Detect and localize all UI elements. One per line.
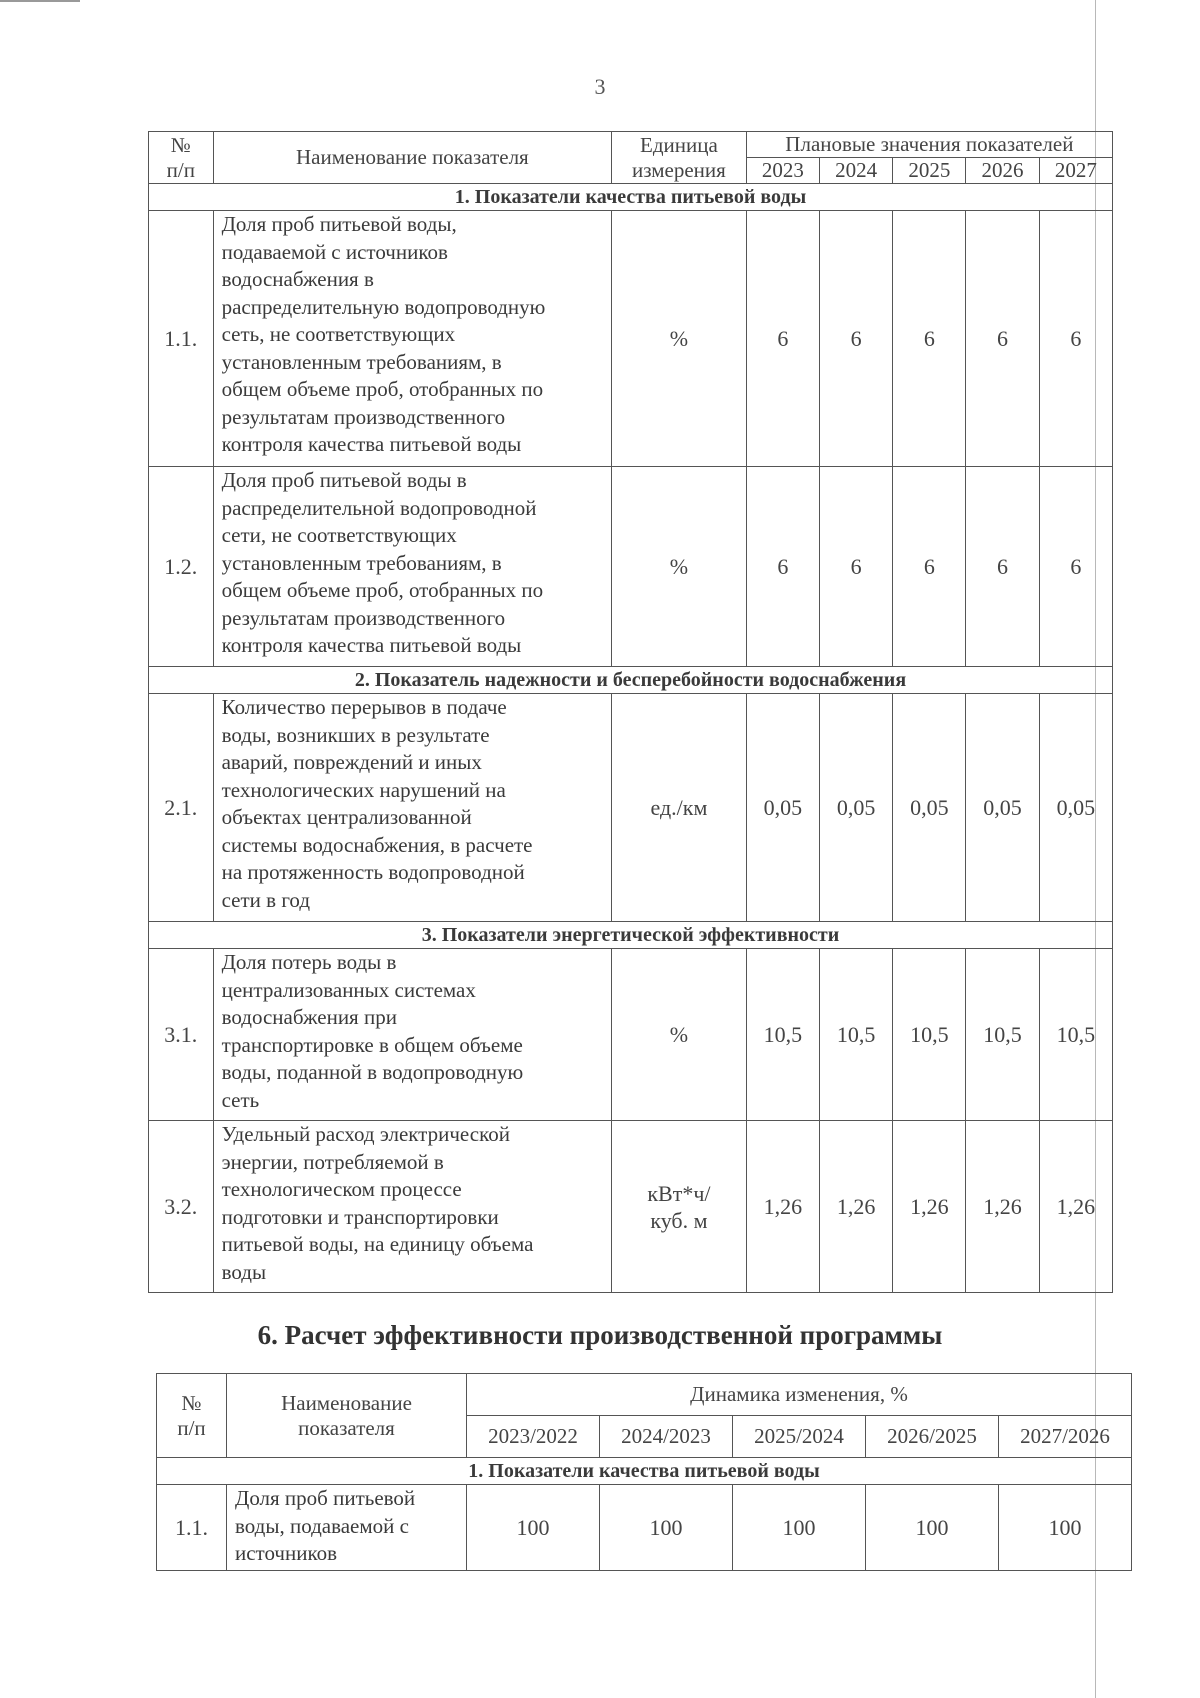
row-num: 3.1. bbox=[149, 949, 214, 1121]
row-num: 1.2. bbox=[149, 467, 214, 667]
row-unit: ед./км bbox=[612, 694, 747, 922]
row-value: 10,5 bbox=[819, 949, 892, 1121]
row-name: Количество перерывов в подаче воды, возникших в результате аварий, повреждений и иных технологических нарушений на объектах централизованной системы водоснабжения, в расчете на протяженность водопроводной сети в год bbox=[213, 694, 612, 922]
header-dynamics: Динамика изменения, % bbox=[467, 1374, 1132, 1416]
header-period: 2025/2024 bbox=[733, 1416, 866, 1458]
row-unit: кВт*ч/ куб. м bbox=[612, 1121, 747, 1293]
row-num: 1.1. bbox=[157, 1485, 227, 1571]
row-value: 100 bbox=[866, 1485, 999, 1571]
row-value: 100 bbox=[733, 1485, 866, 1571]
row-value: 0,05 bbox=[746, 694, 819, 922]
row-unit: % bbox=[612, 211, 747, 467]
header-year: 2025 bbox=[893, 158, 966, 184]
page-number: 3 bbox=[594, 74, 606, 99]
header-unit: Единица измерения bbox=[612, 132, 747, 184]
row-name: Удельный расход электрической энергии, потребляемой в технологическом процессе подготовки и транспортировки питьевой воды, на единицу объема воды bbox=[213, 1121, 612, 1293]
row-name: Доля проб питьевой воды в распределительной водопроводной сети, не соответствующих установленным требованиям, в общем объеме проб, отобранных по результатам производственного контроля качества питьевой воды bbox=[213, 467, 612, 667]
header-period: 2026/2025 bbox=[866, 1416, 999, 1458]
row-name: Доля потерь воды в централизованных системах водоснабжения при транспортировке в общем объеме воды, поданной в водопроводную сеть bbox=[213, 949, 612, 1121]
row-value: 6 bbox=[746, 211, 819, 467]
header-period: 2027/2026 bbox=[999, 1416, 1132, 1458]
plan-indicators-table bbox=[148, 131, 1113, 1293]
row-value: 1,26 bbox=[746, 1121, 819, 1293]
section-title: 1. Показатели качества питьевой воды bbox=[157, 1458, 1132, 1485]
section-heading-6: 6. Расчет эффективности производственной программы bbox=[257, 1320, 943, 1350]
row-num: 1.1. bbox=[149, 211, 214, 467]
table-row bbox=[157, 1485, 1132, 1571]
row-value: 6 bbox=[1039, 211, 1112, 467]
header-year: 2024 bbox=[819, 158, 892, 184]
row-value: 1,26 bbox=[966, 1121, 1039, 1293]
efficiency-calculation-table bbox=[156, 1373, 1132, 1571]
table-row bbox=[149, 694, 1113, 922]
row-name: Доля проб питьевой воды, подаваемой с источников водоснабжения в распределительную водопроводную сеть, не соответствующих установленным требованиям, в общем объеме проб, отобранных по результатам производственного контроля качества питьевой воды bbox=[213, 211, 612, 467]
table-row bbox=[149, 467, 1113, 667]
row-value: 6 bbox=[1039, 467, 1112, 667]
header-num: № п/п bbox=[149, 132, 214, 184]
row-value: 10,5 bbox=[893, 949, 966, 1121]
row-value: 100 bbox=[999, 1485, 1132, 1571]
section-title: 3. Показатели энергетической эффективности bbox=[149, 922, 1113, 949]
row-value: 100 bbox=[467, 1485, 600, 1571]
row-value: 6 bbox=[966, 211, 1039, 467]
row-unit: % bbox=[612, 467, 747, 667]
header-year: 2023 bbox=[746, 158, 819, 184]
row-value: 1,26 bbox=[1039, 1121, 1112, 1293]
table-row bbox=[149, 949, 1113, 1121]
row-value: 6 bbox=[746, 467, 819, 667]
header-period: 2024/2023 bbox=[600, 1416, 733, 1458]
header-year: 2027 bbox=[1039, 158, 1112, 184]
section-title: 2. Показатель надежности и бесперебойности водоснабжения bbox=[149, 667, 1113, 694]
row-value: 6 bbox=[966, 467, 1039, 667]
row-value: 10,5 bbox=[966, 949, 1039, 1121]
row-value: 6 bbox=[819, 211, 892, 467]
header-num: № п/п bbox=[157, 1374, 227, 1458]
header-name: Наименование показателя bbox=[227, 1374, 467, 1458]
row-value: 100 bbox=[600, 1485, 733, 1571]
row-num: 2.1. bbox=[149, 694, 214, 922]
row-value: 0,05 bbox=[893, 694, 966, 922]
header-period: 2023/2022 bbox=[467, 1416, 600, 1458]
row-value: 6 bbox=[819, 467, 892, 667]
row-unit: % bbox=[612, 949, 747, 1121]
row-num: 3.2. bbox=[149, 1121, 214, 1293]
header-plan: Плановые значения показателей bbox=[746, 132, 1112, 158]
table-row bbox=[149, 1121, 1113, 1293]
row-value: 6 bbox=[893, 467, 966, 667]
row-name: Доля проб питьевой воды, подаваемой с источников bbox=[227, 1485, 467, 1571]
row-value: 10,5 bbox=[1039, 949, 1112, 1121]
row-value: 6 bbox=[893, 211, 966, 467]
row-value: 0,05 bbox=[819, 694, 892, 922]
row-value: 1,26 bbox=[819, 1121, 892, 1293]
header-year: 2026 bbox=[966, 158, 1039, 184]
table-row bbox=[149, 211, 1113, 467]
header-name: Наименование показателя bbox=[213, 132, 612, 184]
section-title: 1. Показатели качества питьевой воды bbox=[149, 184, 1113, 211]
row-value: 0,05 bbox=[966, 694, 1039, 922]
row-value: 10,5 bbox=[746, 949, 819, 1121]
row-value: 1,26 bbox=[893, 1121, 966, 1293]
scan-edge-mark bbox=[0, 0, 80, 2]
row-value: 0,05 bbox=[1039, 694, 1112, 922]
